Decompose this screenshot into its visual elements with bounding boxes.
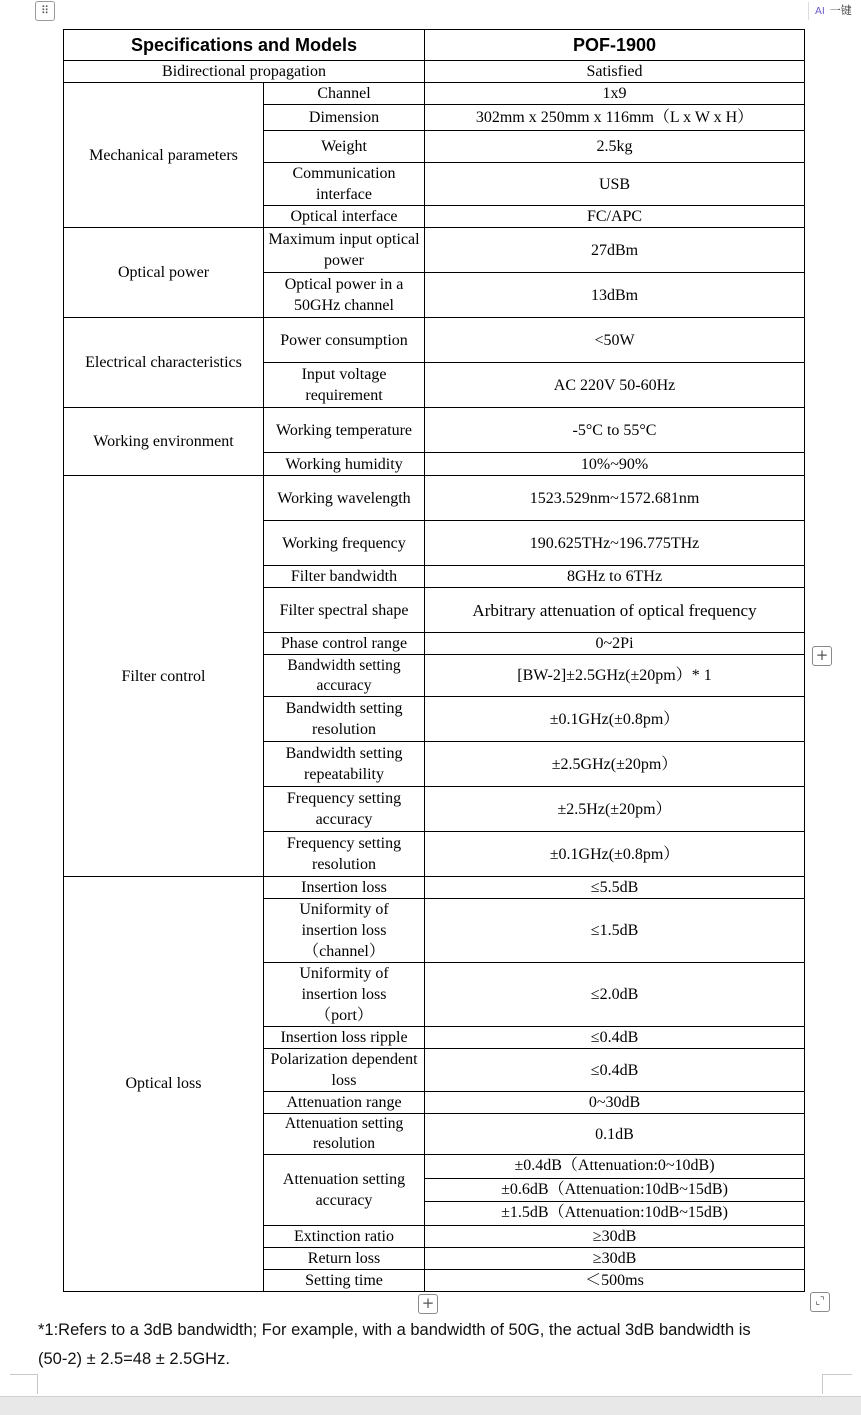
group-cell-optical-loss: Optical loss	[64, 877, 264, 1292]
table-row	[64, 83, 805, 105]
accuracy-line: ±0.4dB（Attenuation:0~10dB)	[425, 1155, 804, 1179]
param-cell: Polarization dependent loss	[264, 1049, 425, 1092]
spec-table	[63, 29, 805, 1292]
value-cell: 13dBm	[425, 273, 805, 318]
value-cell: ±0.1GHz(±0.8pm）	[425, 832, 805, 877]
ai-icon: AI	[815, 6, 825, 17]
value-cell: <50W	[425, 318, 805, 363]
param-cell: Frequency setting accuracy	[264, 787, 425, 832]
value-cell	[425, 1155, 805, 1226]
table-row	[64, 61, 805, 83]
value-cell: ≤1.5dB	[425, 899, 805, 963]
param-cell: Bidirectional propagation	[64, 61, 425, 83]
param-cell: Phase control range	[264, 633, 425, 655]
param-cell: Filter spectral shape	[264, 588, 425, 633]
param-cell: Power consumption	[264, 318, 425, 363]
param-cell	[264, 963, 425, 1027]
param-cell: Bandwidth setting accuracy	[264, 655, 425, 697]
group-cell-mechanical: Mechanical parameters	[64, 83, 264, 228]
value-cell: ≥30dB	[425, 1247, 805, 1269]
table-header-row	[64, 30, 805, 61]
value-cell: AC 220V 50-60Hz	[425, 363, 805, 408]
value-cell: ＜500ms	[425, 1269, 805, 1291]
param-cell: Bandwidth setting repeatability	[264, 742, 425, 787]
param-cell: Dimension	[264, 105, 425, 131]
value-cell: 1523.529nm~1572.681nm	[425, 476, 805, 521]
add-row-button[interactable]: +	[418, 1294, 438, 1314]
param-line: （channel）	[303, 943, 385, 960]
value-cell: USB	[425, 163, 805, 206]
page-corner-mark	[10, 1374, 38, 1394]
param-line: insertion loss	[301, 922, 387, 939]
value-cell: FC/APC	[425, 206, 805, 228]
table-row	[64, 877, 805, 899]
value-cell: ≤2.0dB	[425, 963, 805, 1027]
accuracy-line: ±0.6dB（Attenuation:10dB~15dB)	[425, 1179, 804, 1203]
param-cell: Channel	[264, 83, 425, 105]
param-cell: Filter bandwidth	[264, 566, 425, 588]
param-cell: Attenuation setting accuracy	[264, 1155, 425, 1226]
value-cell: 0.1dB	[425, 1114, 805, 1155]
value-cell: ±2.5GHz(±20pm）	[425, 742, 805, 787]
footnote-line: (50-2) ± 2.5=48 ± 2.5GHz.	[38, 1350, 230, 1368]
table-row	[64, 408, 805, 453]
footnote-line: *1:Refers to a 3dB bandwidth; For example, with a bandwidth of 50G, the actual 3dB bandwidth is	[38, 1321, 751, 1339]
value-cell: 0~30dB	[425, 1092, 805, 1114]
param-cell: Bandwidth setting resolution	[264, 697, 425, 742]
value-cell: 27dBm	[425, 228, 805, 273]
value-cell: Satisfied	[425, 61, 805, 83]
param-cell: Return loss	[264, 1247, 425, 1269]
table-move-handle-icon[interactable]: ⠿	[35, 1, 55, 21]
group-cell-optical-power: Optical power	[64, 228, 264, 318]
param-cell: Attenuation setting resolution	[264, 1114, 425, 1155]
value-cell: ≤0.4dB	[425, 1027, 805, 1049]
ai-toolbar-button[interactable]	[808, 2, 861, 20]
param-cell: Communication interface	[264, 163, 425, 206]
param-line: Uniformity of	[299, 901, 389, 918]
param-cell: Maximum input optical power	[264, 228, 425, 273]
param-cell: Extinction ratio	[264, 1225, 425, 1247]
header-spec-cell: Specifications and Models	[64, 30, 425, 61]
value-cell: 10%~90%	[425, 453, 805, 476]
param-cell: Optical interface	[264, 206, 425, 228]
group-cell-filter: Filter control	[64, 476, 264, 877]
footnote	[38, 1316, 828, 1374]
param-cell: Working temperature	[264, 408, 425, 453]
accuracy-line: ±1.5dB（Attenuation:10dB~15dB)	[501, 1204, 728, 1221]
param-cell: Weight	[264, 131, 425, 163]
param-line: （port）	[315, 1007, 373, 1024]
value-cell: ≥30dB	[425, 1225, 805, 1247]
value-cell: ≤0.4dB	[425, 1049, 805, 1092]
group-cell-electrical: Electrical characteristics	[64, 318, 264, 408]
param-cell: Working wavelength	[264, 476, 425, 521]
add-column-button[interactable]: +	[812, 646, 832, 666]
table-row	[64, 476, 805, 521]
value-cell: 0~2Pi	[425, 633, 805, 655]
param-cell: Frequency setting resolution	[264, 832, 425, 877]
value-cell: ±2.5Hz(±20pm）	[425, 787, 805, 832]
group-cell-environment: Working environment	[64, 408, 264, 476]
header-model-cell: POF-1900	[425, 30, 805, 61]
value-cell: 2.5kg	[425, 131, 805, 163]
param-cell: Insertion loss	[264, 877, 425, 899]
value-cell: ≤5.5dB	[425, 877, 805, 899]
ai-toolbar-text: 一键	[829, 4, 852, 17]
value-cell: 1x9	[425, 83, 805, 105]
param-cell: Working humidity	[264, 453, 425, 476]
value-cell: ±0.1GHz(±0.8pm）	[425, 697, 805, 742]
param-cell: Attenuation range	[264, 1092, 425, 1114]
param-line: insertion loss	[301, 986, 387, 1003]
value-cell: Arbitrary attenuation of optical frequency	[425, 588, 805, 633]
table-resize-icon[interactable]: ⌞⌝	[810, 1292, 830, 1312]
param-cell: Working frequency	[264, 521, 425, 566]
value-cell: [BW-2]±2.5GHz(±20pm）* 1	[425, 655, 805, 697]
value-cell: 302mm x 250mm x 116mm（L x W x H）	[425, 105, 805, 131]
table-row	[64, 228, 805, 273]
param-line: Uniformity of	[299, 965, 389, 982]
status-bar	[0, 1396, 861, 1415]
value-cell: -5°C to 55°C	[425, 408, 805, 453]
page-corner-mark	[822, 1374, 852, 1394]
param-cell: Optical power in a 50GHz channel	[264, 273, 425, 318]
param-cell: Input voltage requirement	[264, 363, 425, 408]
value-cell: 8GHz to 6THz	[425, 566, 805, 588]
value-cell: 190.625THz~196.775THz	[425, 521, 805, 566]
param-cell: Setting time	[264, 1269, 425, 1291]
table-row	[64, 318, 805, 363]
param-cell	[264, 899, 425, 963]
param-cell: Insertion loss ripple	[264, 1027, 425, 1049]
